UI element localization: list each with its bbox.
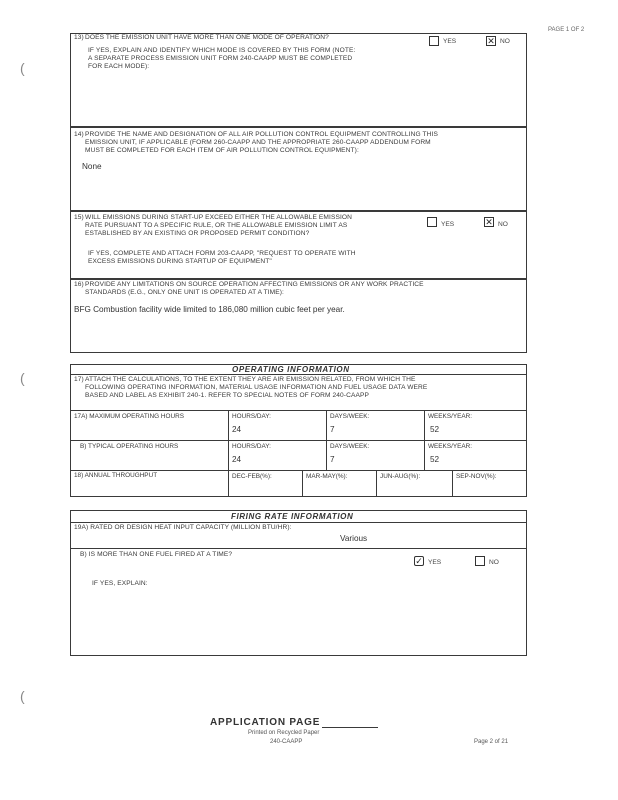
margin-mark: ( xyxy=(20,370,25,386)
q15-yes-checkbox[interactable] xyxy=(427,217,437,227)
footer-underline xyxy=(322,727,378,728)
margin-mark: ( xyxy=(20,688,25,704)
typ-days-week-label: DAYS/WEEK: xyxy=(330,443,370,450)
jun-aug-label: JUN-AUG(%): xyxy=(380,473,421,480)
operating-info-title: OPERATING INFORMATION xyxy=(232,365,350,374)
q13-yes-checkbox[interactable] xyxy=(429,36,439,46)
dec-feb-label: DEC-FEB(%): xyxy=(232,473,272,480)
margin-mark: ( xyxy=(20,60,25,76)
q16-number: 16) xyxy=(74,281,84,288)
q15-question: WILL EMISSIONS DURING START-UP EXCEED EITHER THE ALLOWABLE EMISSION RATE PURSUANT TO A SPECIFIC RULE, OR THE ALLOWABLE EMISSION LIMIT AS ESTABLISHED BY AN EXISTING OR PROPOSED PERMIT CONDITION? xyxy=(85,214,352,237)
divider xyxy=(70,374,527,375)
q13-no-label: NO xyxy=(500,38,510,45)
typical-hours-label: B) TYPICAL OPERATING HOURS xyxy=(80,443,179,450)
divider xyxy=(452,470,453,497)
divider xyxy=(70,470,527,471)
firing-rate-title: FIRING RATE INFORMATION xyxy=(231,512,354,521)
footer-recycled: Printed on Recycled Paper xyxy=(248,730,320,736)
q19b-no-label: NO xyxy=(489,559,499,566)
q19b-explain-label: IF YES, EXPLAIN: xyxy=(92,580,148,587)
divider xyxy=(70,522,527,523)
divider xyxy=(70,440,527,441)
q17-instructions: ATTACH THE CALCULATIONS, TO THE EXTENT THEY ARE AIR EMISSION RELATED, FROM WHICH THE FOLLOWING OPERATING INFORMATION, MATERIAL USAGE INFORMATION AND FUEL USAGE DATA WERE BASED AND LABEL AS EXHIBIT 240-1. REFER TO SPECIAL NOTES OF FORM 240-CAAPP xyxy=(85,376,428,399)
q15-number: 15) xyxy=(74,214,84,221)
q13-instructions: IF YES, EXPLAIN AND IDENTIFY WHICH MODE IS COVERED BY THIS FORM (NOTE: A SEPARATE PROCESS EMISSION UNIT FORM 240-CAAPP MUST BE COMPLETED FOR EACH MODE): xyxy=(88,47,356,70)
q17-number: 17) xyxy=(74,376,84,383)
q15-no-label: NO xyxy=(498,221,508,228)
divider xyxy=(228,410,229,440)
typ-hours-day-label: HOURS/DAY: xyxy=(232,443,271,450)
footer-title: APPLICATION PAGE xyxy=(210,717,321,728)
q19b-yes-label: YES xyxy=(428,559,442,566)
q13-question: DOES THE EMISSION UNIT HAVE MORE THAN ONE MODE OF OPERATION? xyxy=(85,34,329,41)
typ-weeks-year-value[interactable]: 52 xyxy=(430,455,440,464)
q14-answer[interactable]: None xyxy=(82,162,102,171)
q16-question: PROVIDE ANY LIMITATIONS ON SOURCE OPERATION AFFECTING EMISSIONS OR ANY WORK PRACTICE STANDARDS (E.G., ONLY ONE UNIT IS OPERATED AT A TIME): xyxy=(85,281,424,296)
typ-weeks-year-label: WEEKS/YEAR: xyxy=(428,443,473,450)
sep-nov-label: SEP-NOV(%): xyxy=(456,473,497,480)
divider xyxy=(228,470,229,497)
q19b-no-checkbox[interactable] xyxy=(475,556,485,566)
max-hours-label: 17A) MAXIMUM OPERATING HOURS xyxy=(74,413,184,420)
divider xyxy=(228,440,229,470)
typ-hours-day-value[interactable]: 24 xyxy=(232,455,242,464)
max-weeks-year-label: WEEKS/YEAR: xyxy=(428,413,473,420)
footer-form-id: 240-CAAPP xyxy=(270,739,303,745)
divider xyxy=(302,470,303,497)
max-days-week-label: DAYS/WEEK: xyxy=(330,413,370,420)
max-weeks-year-value[interactable]: 52 xyxy=(430,425,440,434)
q13-number: 13) xyxy=(74,34,84,41)
q15-yes-label: YES xyxy=(441,221,455,228)
divider xyxy=(70,548,527,549)
q15-instructions: IF YES, COMPLETE AND ATTACH FORM 203-CAAPP, "REQUEST TO OPERATE WITH EXCESS EMISSIONS DURING STARTUP OF EQUIPMENT" xyxy=(88,250,356,265)
divider xyxy=(376,470,377,497)
q15-no-checkbox[interactable]: ✕ xyxy=(485,217,493,227)
max-days-week-value[interactable]: 7 xyxy=(330,425,335,434)
q19b-question: B) IS MORE THAN ONE FUEL FIRED AT A TIME? xyxy=(80,551,233,558)
mar-may-label: MAR-MAY(%): xyxy=(306,473,348,480)
typ-days-week-value[interactable]: 7 xyxy=(330,455,335,464)
divider xyxy=(70,410,527,411)
q13-no-checkbox[interactable]: ✕ xyxy=(487,36,495,46)
annual-throughput-label: 18) ANNUAL THROUGHPUT xyxy=(74,472,158,479)
max-hours-day-label: HOURS/DAY: xyxy=(232,413,271,420)
q14-number: 14) xyxy=(74,131,84,138)
q19a-answer[interactable]: Various xyxy=(340,534,368,543)
q16-answer[interactable]: BFG Combustion facility wide limited to 186,080 million cubic feet per year. xyxy=(74,305,345,314)
q14-question: PROVIDE THE NAME AND DESIGNATION OF ALL AIR POLLUTION CONTROL EQUIPMENT CONTROLLING THIS EMISSION UNIT, IF APPLICABLE (FORM 260-CAAPP AND THE APPROPRIATE 260-CAAPP ADDENDUM FORM MUST BE COMPLETED FOR EACH ITEM OF AIR POLLUTION CONTROL EQUIPMENT): xyxy=(85,131,438,154)
footer-page-number: Page 2 of 21 xyxy=(474,739,509,745)
q13-yes-label: YES xyxy=(443,38,457,45)
q19a-question: 19A) RATED OR DESIGN HEAT INPUT CAPACITY (MILLION BTU/HR): xyxy=(74,524,292,531)
max-hours-day-value[interactable]: 24 xyxy=(232,425,242,434)
q19b-yes-checkbox[interactable]: ✓ xyxy=(415,556,423,566)
page-number-top: PAGE 1 OF 2 xyxy=(548,27,585,33)
